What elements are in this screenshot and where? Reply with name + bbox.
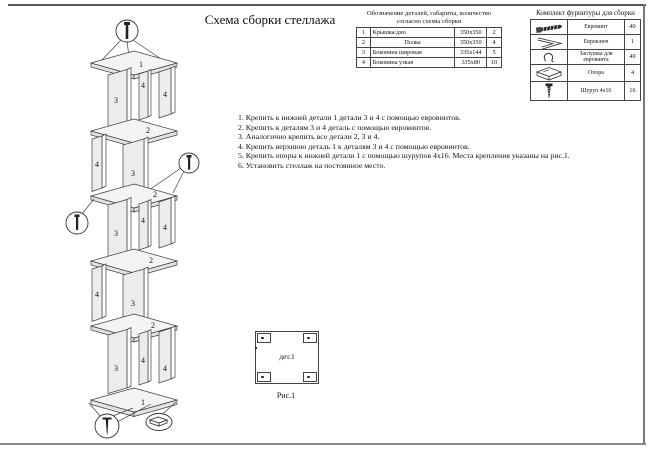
part-qty: 5 xyxy=(487,48,502,58)
table-row xyxy=(357,58,502,68)
part-label: 2 xyxy=(151,321,155,330)
hardware-qty: 40 xyxy=(625,50,641,65)
table-row xyxy=(531,35,641,50)
part-label: 2 xyxy=(153,190,157,199)
screw-hole-dot xyxy=(261,337,264,340)
screw-position-marker xyxy=(257,372,271,382)
screw-position-marker xyxy=(257,333,271,343)
part-size: 350x350 xyxy=(455,38,487,48)
part-size: 335x144 xyxy=(455,48,487,58)
part-number: 1 xyxy=(357,28,371,38)
hardware-name: Опора xyxy=(568,65,625,82)
instruction-step: 5. Крепить опоры к нижней детали 1 с помощью шурупов 4x16. Места крепления указаны на рис.1. xyxy=(238,151,570,160)
page-border-right xyxy=(643,4,645,445)
support-foot-icon xyxy=(534,65,564,81)
part-name: Полка xyxy=(370,38,455,48)
part-label: 4 xyxy=(141,81,145,90)
hardware-table-section xyxy=(528,9,643,101)
page-title: Схема сборки стеллажа xyxy=(204,12,336,27)
hardware-qty: 1 xyxy=(625,35,641,50)
part-name: Крышка/дно xyxy=(370,28,455,38)
table-row xyxy=(531,20,641,35)
table-row xyxy=(531,82,641,101)
table-row xyxy=(357,38,502,48)
part-label: 3 xyxy=(114,364,118,373)
table-row xyxy=(357,48,502,58)
bottom-panel-plan xyxy=(255,331,319,384)
part-qty: 4 xyxy=(487,38,502,48)
screw-hole-dot xyxy=(307,376,310,379)
assembly-instructions xyxy=(238,113,642,170)
part-label: 1 xyxy=(141,398,145,407)
hex-key-icon xyxy=(535,35,563,49)
part-size: 350x350 xyxy=(455,28,487,38)
hardware-table xyxy=(530,19,641,101)
parts-table-header-line1: Обозначение деталей, габариты, количество xyxy=(366,10,492,17)
page-border-top xyxy=(8,4,646,6)
euro-screw-callout-left xyxy=(66,199,94,234)
part-qty: 10 xyxy=(487,58,502,68)
wood-screw-icon xyxy=(543,82,555,100)
part-label: 4 xyxy=(95,290,99,299)
part-label: 4 xyxy=(163,364,167,373)
screw-cap-icon xyxy=(541,50,557,64)
euro-screw-callout-right xyxy=(149,153,199,193)
screw-hole-dot xyxy=(261,376,264,379)
hardware-qty: 40 xyxy=(625,20,641,35)
parts-table xyxy=(356,27,502,68)
part-label: 4 xyxy=(163,90,167,99)
part-label: 3 xyxy=(114,96,118,105)
screw-position-marker xyxy=(303,333,317,343)
part-label: 2 xyxy=(146,126,150,135)
parts-table-header xyxy=(356,10,502,25)
shelf-assembly-diagram xyxy=(40,8,215,453)
instruction-step: 6. Установить стеллаж на постоянное место. xyxy=(238,160,386,170)
part-name: Боковина широкая xyxy=(370,48,455,58)
screw-hole-dot xyxy=(307,337,310,340)
hardware-name: Шуруп 4x16 xyxy=(568,82,625,101)
figure-part-label: дет.1 xyxy=(279,352,295,361)
part-number: 2 xyxy=(357,38,371,48)
parts-table-section xyxy=(356,10,502,68)
table-row xyxy=(531,65,641,82)
part-label: 4 xyxy=(141,356,145,365)
hardware-qty: 4 xyxy=(625,65,641,82)
hardware-name: Евроключ xyxy=(568,35,625,50)
instruction-step: 3. Аналогично крепить все детали 2, 3 и 4. xyxy=(238,132,380,141)
part-label: 3 xyxy=(114,229,118,238)
part-name: Боковина узкая xyxy=(370,58,455,68)
instruction-step: 4. Крепить верхнюю деталь 1 к деталям 3 и 4 с помощью евровинтов. xyxy=(238,141,470,151)
part-label: 4 xyxy=(141,216,145,225)
part-label: 3 xyxy=(131,169,135,178)
euro-screw-icon xyxy=(534,21,564,34)
part-label: 3 xyxy=(131,299,135,308)
hardware-name: Заглушка для евровинта xyxy=(568,50,625,65)
part-size: 335x80 xyxy=(455,58,487,68)
part-number: 3 xyxy=(357,48,371,58)
parts-table-header-line2: согласно схемы сборки xyxy=(396,17,462,25)
part-label: 4 xyxy=(163,223,167,232)
part-number: 4 xyxy=(357,58,371,68)
part-label: 4 xyxy=(95,160,99,169)
instruction-step: 2. Крепить к деталям 3 и 4 деталь с помощью евровинтов. xyxy=(238,122,432,132)
table-row xyxy=(531,50,641,65)
screw-position-marker xyxy=(303,372,317,382)
hardware-table-title: Комплект фурнитуры для сборки xyxy=(536,9,635,17)
hardware-name: Евровинт xyxy=(568,20,625,35)
figure-caption: Рис.1 xyxy=(276,391,296,400)
edge-mark xyxy=(255,347,257,349)
part-qty: 2 xyxy=(487,28,502,38)
part-label: 2 xyxy=(149,256,153,265)
hardware-qty: 16 xyxy=(625,82,641,101)
figure-ris1 xyxy=(253,329,333,409)
table-row xyxy=(357,28,502,38)
part-label: 1 xyxy=(139,60,143,69)
instruction-step: 1. Крепить к нижней детали 1 детали 3 и 4 с помощью евровинтов. xyxy=(238,113,461,122)
